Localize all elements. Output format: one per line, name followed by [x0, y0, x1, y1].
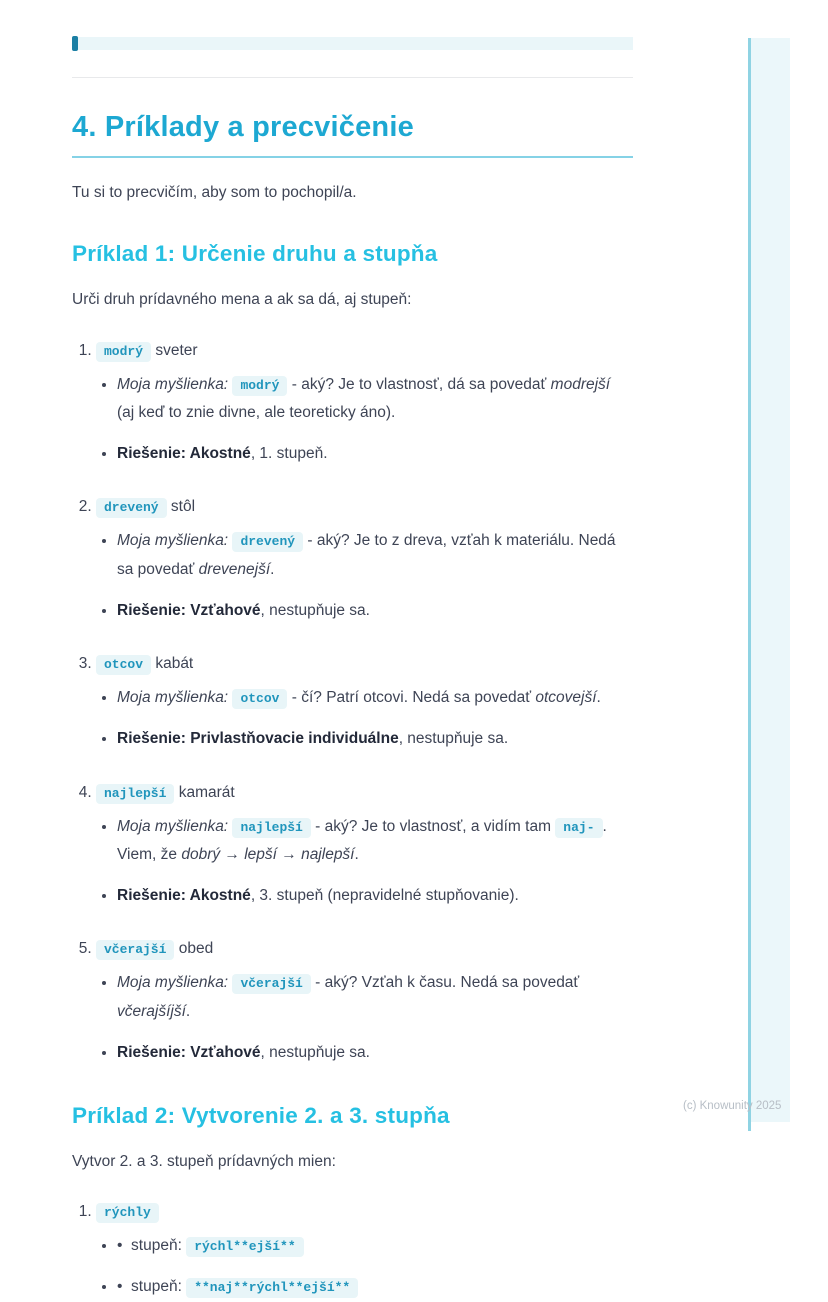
text-run: - aký? Vzťah k času. Nedá sa povedať: [310, 974, 580, 992]
code-chip: rýchl**ejší**: [186, 1237, 303, 1257]
italic-text: včerajšíjší: [117, 1002, 186, 1020]
text-run: .: [596, 689, 601, 707]
bullet-list: [96, 813, 633, 911]
text-run: - čí? Patrí otcovi. Nedá sa povedať: [287, 689, 536, 707]
bold-text: Riešenie: Vzťahové: [117, 1043, 261, 1061]
divider-line: [72, 77, 633, 78]
text-run: .: [185, 1002, 191, 1020]
list-item: [96, 935, 633, 1067]
code-chip: naj-: [555, 818, 602, 838]
bullet-list: [96, 684, 633, 753]
text-run: kabát: [151, 654, 194, 672]
bold-text: Riešenie: Akostné: [117, 445, 251, 463]
section-heading: Príklad 1: Určenie druhu a stupňa: [72, 241, 438, 267]
bullet-item: [117, 371, 622, 427]
text-run: - aký? Je to vlastnosť, dá sa povedať: [287, 375, 551, 393]
top-accent-mark: [72, 36, 78, 51]
item-title: [96, 337, 633, 364]
code-chip: **naj**rýchl**ejší**: [186, 1278, 358, 1298]
bold-text: Riešenie: Akostné: [117, 887, 251, 905]
intro-paragraph: Tu si to precvičím, aby som to pochopil/a.: [72, 184, 357, 202]
text-run: , nestupňuje sa.: [398, 730, 509, 748]
bullet-item: [117, 725, 622, 753]
code-chip: drevený: [232, 532, 303, 552]
bullet-item: [117, 527, 622, 583]
top-highlight-bar: [72, 37, 633, 50]
code-chip: modrý: [96, 342, 151, 362]
code-chip: rýchly: [96, 1203, 159, 1223]
code-chip: otcov: [96, 655, 151, 675]
italic-text: Moja myšlienka:: [117, 817, 229, 835]
item-title: [96, 779, 633, 806]
bullet-item: [117, 813, 622, 869]
section-lead: Vytvor 2. a 3. stupeň prídavných mien:: [72, 1152, 336, 1170]
bullet-list: [96, 969, 633, 1067]
text-run: stôl: [166, 498, 196, 516]
italic-text: Moja myšlienka:: [117, 375, 229, 393]
item-title: [96, 935, 633, 962]
code-chip: včerajší: [232, 974, 310, 994]
code-chip: včerajší: [96, 940, 174, 960]
bullet-item: [117, 684, 622, 712]
list-item: [96, 650, 633, 754]
sections-container: [72, 241, 633, 1301]
bullet-list: [96, 1232, 633, 1301]
bullet-item: [117, 440, 622, 468]
text-run: (aj keď to znie divne, ale teoreticky áno).: [117, 403, 396, 421]
item-title: [96, 493, 633, 520]
bullet-item: [117, 1232, 622, 1260]
text-run: kamarát: [174, 783, 235, 801]
code-chip: najlepší: [232, 818, 310, 838]
italic-text: drevenejší: [198, 560, 271, 578]
page-title: 4. Príklady a precvičenie: [72, 111, 633, 158]
text-run: obed: [174, 940, 214, 958]
bullet-item: [117, 1039, 622, 1067]
numbered-list: [72, 1198, 633, 1302]
text-run: . Viem, že: [117, 817, 607, 863]
italic-text: modrejší: [550, 375, 611, 393]
text-run: , nestupňuje sa.: [260, 1043, 370, 1061]
italic-text: Moja myšlienka:: [117, 974, 229, 992]
bullet-item: [117, 882, 622, 910]
text-run: , 3. stupeň (nepravidelné stupňovanie).: [250, 887, 519, 905]
page-edge-line: [748, 38, 751, 1131]
bold-text: Riešenie: Privlastňovacie individuálne: [117, 730, 399, 748]
copyright-watermark: (c) Knowunity 2025: [683, 1100, 782, 1112]
bullet-list: [96, 527, 633, 625]
text-run: - aký? Je to z dreva, vzťah k materiálu. Nedá sa povedať: [117, 532, 616, 578]
section-lead: Urči druh prídavného mena a ak sa dá, aj stupeň:: [72, 291, 412, 309]
bullet-item: [117, 597, 622, 625]
text-run: - aký? Je to vlastnosť, a vidím tam: [310, 817, 556, 835]
code-chip: otcov: [232, 689, 287, 709]
page-edge-band: [751, 38, 790, 1122]
list-item: [96, 779, 633, 911]
list-item: [96, 1198, 633, 1302]
text-run: .: [354, 845, 359, 863]
italic-text: Moja myšlienka:: [117, 532, 229, 550]
text-run: , nestupňuje sa.: [260, 601, 370, 619]
item-title: [96, 650, 633, 677]
section-1: [72, 241, 633, 1066]
code-chip: najlepší: [96, 784, 174, 804]
bullet-item: [117, 1273, 622, 1301]
list-item: [96, 337, 633, 469]
section-2: [72, 1103, 633, 1302]
italic-text: otcovejší: [535, 689, 597, 707]
bullet-item: [117, 969, 622, 1025]
text-run: , 1. stupeň.: [250, 445, 328, 463]
code-chip: modrý: [232, 376, 287, 396]
italic-text: dobrý → lepší → najlepší: [181, 845, 355, 863]
section-heading: Príklad 2: Vytvorenie 2. a 3. stupňa: [72, 1102, 450, 1128]
bullet-list: [96, 371, 633, 469]
text-run: • stupeň:: [117, 1278, 187, 1296]
bold-text: Riešenie: Vzťahové: [117, 601, 261, 619]
italic-text: Moja myšlienka:: [117, 689, 229, 707]
numbered-list: [72, 337, 633, 1067]
text-run: • stupeň:: [117, 1237, 187, 1255]
code-chip: drevený: [96, 498, 167, 518]
page-content: [72, 0, 633, 1302]
list-item: [96, 493, 633, 625]
text-run: sveter: [151, 341, 198, 359]
item-title: [96, 1198, 633, 1225]
text-run: .: [270, 560, 275, 578]
